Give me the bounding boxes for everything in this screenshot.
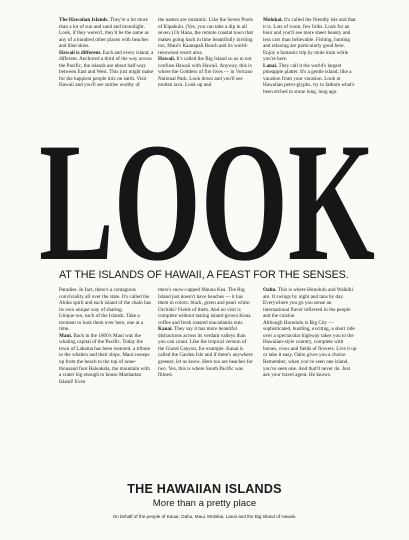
paragraph — [158, 326, 253, 378]
paragraph-lead: Hawaii is different. — [59, 49, 102, 56]
top-column-3 — [263, 17, 358, 96]
top-column-2 — [158, 17, 253, 89]
paragraph-text: Each and every island, a different. Anchored a third of the way across the Pacific, the islands are about half-way between East and West. This just might make for the happiest people mix on earth. Visit Hawaii and you'll see smiles worthy of — [59, 49, 154, 89]
paragraph — [59, 17, 154, 50]
look-wordmark — [36, 126, 378, 266]
paragraph-lead: Kauai. — [158, 326, 173, 333]
paragraph — [263, 320, 358, 359]
paragraph — [263, 359, 358, 379]
paragraph — [59, 287, 153, 313]
paragraph-text: Although Honolulu is Big City — sophisticated, bustling, exciting, a short ride over a spectacular highway takes you to the Hawaiian-style country, complete with horses, cows and fields of flowers. Live it up or take it easy, Oahu gives you a choice. — [263, 319, 357, 359]
top-column-1 — [59, 17, 154, 89]
paragraph — [59, 333, 153, 385]
paragraph-lead: Molokai. — [263, 17, 283, 23]
paragraph — [263, 63, 358, 96]
paragraph-lead: Oahu. — [263, 287, 277, 293]
paragraph-text: Unique too, each of the Islands. Take a moment to look them over here, one at a time. — [59, 313, 144, 333]
paragraph-lead: The Hawaiian Islands. — [59, 17, 109, 23]
brand-title: THE HAWAIIAN ISLANDS — [127, 482, 282, 496]
paragraph-text: there's snow-capped Mauna Kea. The Big Island just doesn't have beaches — it has them in colors: black, green and pearl white. Orchids? Fields of them. And no visit is complete without tasting island-grown Kona coffee and fresh roasted macadamia nuts. — [158, 287, 251, 326]
paragraph-text: Paradise. In fact, there's a contagious conviviality all over the state. It's called the Aloha spirit and each island of the chain has its own unique way of sharing. — [59, 287, 151, 313]
paragraph — [158, 56, 253, 89]
paragraph-text: It's called the Big Island so as to not confuse Hawaii with Hawaii. Anyway, this is where the Goddess of fire lives — in Volcano National Park. Look down and you'll see molten lava. Look up and — [158, 56, 253, 89]
tagline: More than a pretty place — [152, 498, 257, 509]
paragraph — [158, 17, 253, 56]
paragraph — [59, 50, 154, 89]
bottom-column-3 — [263, 287, 358, 379]
bottom-column-1 — [59, 287, 153, 385]
paragraph — [59, 313, 153, 333]
paragraph-text: Remember, when you've seen one island, you've seen one. And that'll never do. Just ask your travel agent. He knows. — [263, 359, 351, 379]
paragraph — [263, 287, 358, 320]
paragraph-text: This is where Honolulu and Waikiki are. It swings by night and tans by day. Everywhere you go you sense an international flavor reflected in the people and the cuisine. — [263, 287, 354, 320]
paragraph-text: They say it has more beautiful distractions across its verdant valleys than you can count. Like the tropical version of the Grand Canyon, for example. Kauai is called the Garden Isle and if there's anywhere greener, let us know. Here too are beaches for two. Yes, this is where South Pacific was filmed. — [158, 326, 253, 379]
paragraph-text: It's called the friendly isle and that it is. Lots of room, few folks. Look for an hour and you'll see more sheer beauty and less cars than believable. Fishing, hunting and relaxing are particularly good here. Enjoy a fantastic trip by mule train while you're here. — [263, 17, 356, 63]
bottom-column-2 — [158, 287, 253, 379]
headline: AT THE ISLANDS OF HAWAII, A FEAST FOR THE SENSES. — [59, 269, 349, 281]
paragraph-lead: Lanai. — [263, 62, 278, 69]
look-wordmark-text: LOOK — [39, 126, 375, 266]
paragraph-text: They're a lot more than a lot of sun and sand and moonlight. Look, if they weren't, they'd be the same as any of a hundred other places with beaches and blue skies. — [59, 17, 149, 50]
paragraph-text: the names are romantic. Like the Seven Pools of Kipahulu. (Yes, you can take a dip in all seven.) Or Hana, the remote coastal town that makes going back in time beautifully inviting too, Maui's Kaanapali Beach and its world-renowned resort area. — [158, 17, 253, 56]
sponsor-footnote: On behalf of the people of Kauai, Oahu, Maui, Molokai, Lanai and the Big Island of Hawaii. — [112, 514, 297, 519]
paragraph — [158, 287, 253, 326]
paragraph-text: They call it the world's largest pineapple platter. It's a gentle island, like a vacation from your vacation. Look at Hawaiian petro-glyphs, try to fathom what's been etched in stone long, long ago. — [263, 62, 355, 96]
paragraph-lead: Maui. — [59, 332, 73, 339]
paragraph-text: Back in the 1800's Maui was the whaling capital of the Pacific. Today the town of Lahaina has been restored, a tribute to the whalers and their ships. Maui sweeps up from the beach to the top of none-thousand foot Haleakala, the mountain with a crater big enough to house Manhattan Island! Even — [59, 332, 151, 385]
paragraph — [263, 17, 358, 63]
paragraph-lead: Hawaii. — [158, 56, 176, 63]
